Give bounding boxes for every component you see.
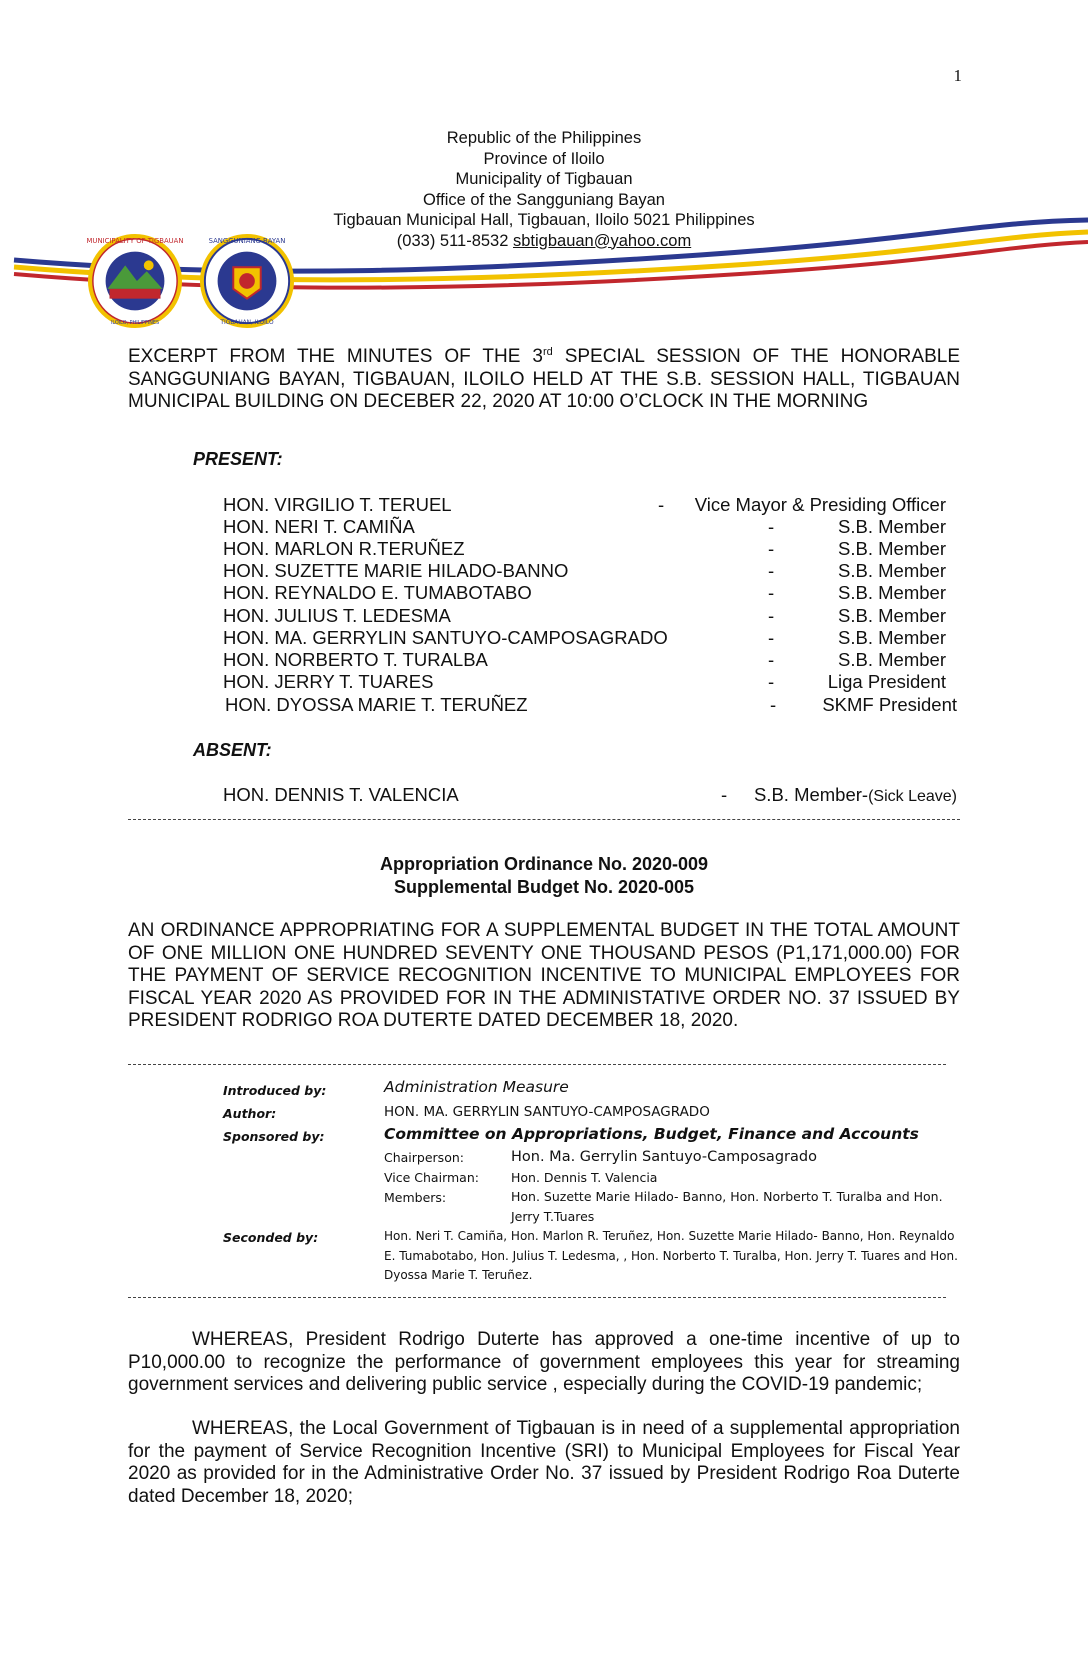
absent-attendee-role-wrap bbox=[754, 784, 957, 806]
attendee-role: S.B. Member bbox=[838, 582, 946, 603]
absent-attendee-name: HON. DENNIS T. VALENCIA bbox=[223, 784, 459, 805]
absent-attendee-note: (Sick Leave) bbox=[868, 788, 957, 805]
header-line-municipality: Municipality of Tigbauan bbox=[455, 170, 633, 188]
introduced-by-value: Administration Measure bbox=[384, 1078, 569, 1096]
whereas-paragraph bbox=[128, 1329, 960, 1397]
attendee-dash: - bbox=[768, 516, 775, 537]
page-number: 1 bbox=[953, 66, 962, 85]
section-divider bbox=[128, 1064, 946, 1065]
attendee-dash: - bbox=[658, 494, 665, 515]
ordinance-body: AN ORDINANCE APPROPRIATING FOR A SUPPLEMENTAL BUDGET IN THE TOTAL AMOUNT OF ONE MILLION ONE HUNDRED SEVENTY ONE THOUSAND PESOS (P1,171,000.00) FOR THE PAYMENT OF SERVICE RECOGNITION INCENTIVE TO MUNICIPAL EMPLOYEES FOR FISCAL YEAR 2020 AS PROVIDED FOR IN THE ADMINISTATIVE ORDER NO. 37 ISSUED BY PRESIDENT RODRIGO ROA DUTERTE DATED DECEMBER 18, 2020. bbox=[128, 920, 960, 1031]
members-value: Hon. Suzette Marie Hilado- Banno, Hon. Norberto T. Turalba and Hon. Jerry T.Tuares bbox=[511, 1189, 943, 1224]
attendee-name: HON. NORBERTO T. TURALBA bbox=[223, 649, 488, 670]
header-line-republic: Republic of the Philippines bbox=[446, 129, 642, 147]
header-phone: (033) 511-8532 bbox=[396, 231, 513, 250]
header-line-address: Tigbauan Municipal Hall, Tigbauan, Iloilo 5021 Philippines bbox=[333, 211, 755, 229]
attendee-row bbox=[223, 516, 946, 538]
attendee-row bbox=[223, 560, 946, 582]
header-line-office: Office of the Sangguniang Bayan bbox=[423, 190, 665, 209]
members-label: Members: bbox=[384, 1190, 447, 1205]
excerpt-text-end: SPECIAL SESSION OF THE HONORABLE SANGGUNIANG BAYAN, TIGBAUAN, ILOILO HELD AT THE S.B. SESSION HALL, TIGBAUAN MUNICIPAL BUILDING ON DECEBER 22, 2020 AT 10:00 O’CLOCK IN THE MORNING bbox=[128, 346, 960, 412]
attendee-role: S.B. Member bbox=[838, 605, 946, 626]
introduced-by-label: Introduced by: bbox=[223, 1083, 327, 1098]
attendee-name: HON. JERRY T. TUARES bbox=[223, 671, 434, 692]
municipality-seal-icon bbox=[86, 232, 184, 330]
attendee-dash: - bbox=[768, 649, 775, 670]
attendee-dash: - bbox=[770, 694, 777, 715]
excerpt-text-start: EXCERPT FROM THE MINUTES OF THE 3 bbox=[128, 346, 543, 367]
whereas-text: WHEREAS, the Local Government of Tigbauan is in need of a supplemental appropriation for the payment of Service Recognition Incentive (SRI) to Municipal Employees for Fiscal Year 2020 as provided for in the Administrative Order No. 37 issued by President Rodrigo Roa Duterte dated December 18, 2020; bbox=[128, 1418, 960, 1507]
present-label: PRESENT: bbox=[193, 449, 283, 469]
absent-attendee-role: S.B. Member- bbox=[753, 784, 869, 805]
seal-right-ring-bottom: TIGBAUAN, ILOILO bbox=[220, 320, 274, 327]
ordinance-subtitle: Supplemental Budget No. 2020-005 bbox=[393, 877, 695, 897]
attendee-dash: - bbox=[768, 538, 775, 559]
sponsored-by-value: Committee on Appropriations, Budget, Finance and Accounts bbox=[384, 1125, 919, 1143]
chairperson-label: Chairperson: bbox=[384, 1150, 464, 1165]
absent-attendee-dash: - bbox=[721, 784, 728, 805]
attendee-dash: - bbox=[768, 605, 775, 626]
seal-left-ring-bottom: ILOILO, PHILIPPINES bbox=[110, 320, 160, 327]
author-value: HON. MA. GERRYLIN SANTUYO-CAMPOSAGRADO bbox=[384, 1104, 710, 1120]
attendee-role: Liga President bbox=[827, 671, 946, 692]
attendee-dash: - bbox=[768, 560, 775, 581]
attendee-dash: - bbox=[768, 582, 775, 603]
attendee-name: HON. VIRGILIO T. TERUEL bbox=[223, 494, 452, 515]
attendee-name: HON. REYNALDO E. TUMABOTABO bbox=[223, 582, 532, 603]
attendee-row bbox=[223, 649, 946, 671]
attendee-role: S.B. Member bbox=[838, 649, 946, 670]
attendee-row bbox=[223, 538, 946, 560]
section-divider bbox=[128, 819, 960, 820]
attendee-name: HON. DYOSSA MARIE T. TERUÑEZ bbox=[225, 694, 528, 715]
attendee-role: Vice Mayor & Presiding Officer bbox=[694, 494, 946, 515]
header-email-link[interactable]: sbtigbauan@yahoo.com bbox=[513, 231, 692, 250]
seconded-by-value: Hon. Neri T. Camiña, Hon. Marlon R. Teruñez, Hon. Suzette Marie Hilado- Banno, Hon. Reynaldo E. Tumabotabo, Hon. Julius T. Ledesma, , Hon. Norberto T. Turalba, Hon. Jerry T. Tuares and Hon. Dyossa Marie T. Teruñez. bbox=[384, 1229, 958, 1282]
attendee-dash: - bbox=[768, 627, 775, 648]
attendee-name: HON. NERI T. CAMIÑA bbox=[223, 516, 415, 537]
chairperson-value: Hon. Ma. Gerrylin Santuyo-Camposagrado bbox=[511, 1149, 817, 1165]
attendee-role: S.B. Member bbox=[838, 538, 946, 559]
ordinance-heading bbox=[0, 853, 1088, 899]
attendee-row bbox=[223, 671, 946, 693]
author-label: Author: bbox=[223, 1106, 277, 1121]
sangguniang-bayan-seal-icon bbox=[198, 232, 296, 330]
seal-right-ring-top: SANGGUNIANG BAYAN bbox=[208, 236, 286, 245]
attendee-row bbox=[223, 605, 946, 627]
ordinance-title: Appropriation Ordinance No. 2020-009 bbox=[379, 854, 709, 874]
attendee-row bbox=[223, 494, 946, 516]
attendee-role: S.B. Member bbox=[838, 516, 946, 537]
vice-chairman-value: Hon. Dennis T. Valencia bbox=[511, 1170, 658, 1185]
seal-left-ring-top: MUNICIPALITY OF TIGBAUAN bbox=[86, 236, 184, 245]
ordinal-suffix: rd bbox=[542, 346, 553, 358]
vice-chairman-label: Vice Chairman: bbox=[384, 1170, 479, 1185]
attendee-role: S.B. Member bbox=[838, 627, 946, 648]
absent-attendee-row bbox=[223, 784, 957, 806]
attendee-name: HON. MA. GERRYLIN SANTUYO-CAMPOSAGRADO bbox=[223, 627, 668, 648]
section-divider bbox=[128, 1297, 946, 1298]
attendee-name: HON. MARLON R.TERUÑEZ bbox=[223, 538, 465, 559]
attendee-name: HON. JULIUS T. LEDESMA bbox=[223, 605, 451, 626]
attendee-row bbox=[225, 694, 957, 716]
sponsored-by-label: Sponsored by: bbox=[223, 1129, 325, 1144]
absent-label: ABSENT: bbox=[193, 740, 272, 760]
whereas-paragraph bbox=[128, 1418, 960, 1508]
attendee-role: SKMF President bbox=[822, 694, 957, 715]
attendee-dash: - bbox=[768, 671, 775, 692]
attendee-name: HON. SUZETTE MARIE HILADO-BANNO bbox=[223, 560, 569, 581]
attendee-row bbox=[223, 627, 946, 649]
session-excerpt bbox=[128, 346, 960, 414]
whereas-text: WHEREAS, President Rodrigo Duterte has approved a one-time incentive of up to P10,000.00 to recognize the performance of government employees this year for streaming government services and delivering public service , especially during the COVID-19 pandemic; bbox=[128, 1329, 960, 1395]
header-line-province: Province of Iloilo bbox=[483, 149, 605, 168]
attendee-row bbox=[223, 582, 946, 604]
attendee-role: S.B. Member bbox=[838, 560, 946, 581]
seconded-by-label: Seconded by: bbox=[223, 1230, 319, 1245]
